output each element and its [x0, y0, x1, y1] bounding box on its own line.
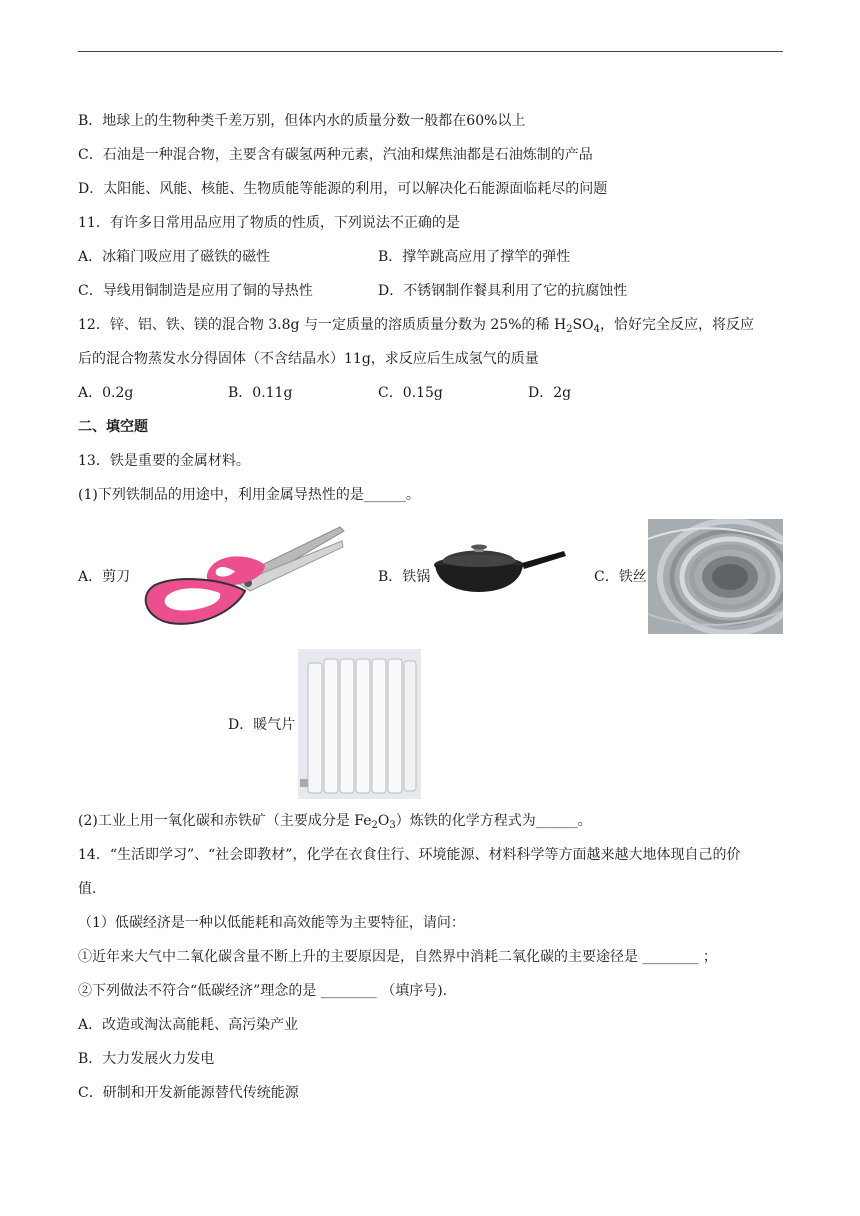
q13-option-b-label: B．铁锅	[378, 569, 431, 585]
q14-stem-line2: 值．	[78, 881, 106, 897]
q12-stem-line2: 后的混合物蒸发水分得固体（不含结晶水）11g，求反应后生成氢气的质量	[78, 351, 539, 367]
q11-option-b: B．撑竿跳高应用了撑竿的弹性	[378, 249, 571, 265]
radiator-image	[298, 649, 421, 799]
q12-option-d: D．2g	[528, 385, 572, 401]
q14-part1: （1）低碳经济是一种以低能耗和高效能等为主要特征，请问：	[78, 915, 465, 931]
q10-option-c: C．石油是一种混合物，主要含有碳氢两种元素，汽油和煤焦油都是石油炼制的产品	[78, 147, 593, 163]
q12-option-b: B．0.11g	[228, 385, 293, 401]
q14-option-b: B．大力发展火力发电	[78, 1051, 215, 1067]
q12-stem-line1: 12．锌、铝、铁、镁的混合物 3.8g 与一定质量的溶质质量分数为 25%的稀 $H_2SO_4$，恰好完全反应，将反应	[78, 317, 754, 335]
q13-stem: 13．铁是重要的金属材料。	[78, 453, 250, 469]
q12-option-a: A．0.2g	[78, 385, 134, 401]
q10-option-b: B．地球上的生物种类千差万别，但体内水的质量分数一般都在60%以上	[78, 113, 526, 129]
iron-wire-image	[648, 519, 783, 634]
q13-part2: (2)工业上用一氧化碳和赤铁矿（主要成分是 $Fe_2O_3$）炼铁的化学方程式为______。	[78, 813, 592, 831]
q14-sub2: ②下列做法不符合“低碳经济”理念的是 ________ （填序号).	[78, 983, 448, 999]
q13-option-d-label: D．暖气片	[228, 717, 296, 733]
q13-option-c-label: C．铁丝	[594, 569, 647, 585]
q12-option-c: C．0.15g	[378, 385, 443, 401]
q11-option-d: D．不锈钢制作餐具利用了它的抗腐蚀性	[378, 283, 628, 299]
section-heading: 二、填空题	[78, 419, 148, 435]
scissors-image	[140, 523, 345, 630]
q11-option-a: A．冰箱门吸应用了磁铁的磁性	[78, 249, 271, 265]
header-rule	[78, 51, 783, 52]
q14-option-c: C．研制和开发新能源替代传统能源	[78, 1085, 299, 1101]
q14-option-a: A．改造或淘汰高能耗、高污染产业	[78, 1017, 299, 1033]
wok-image	[434, 543, 568, 593]
q14-stem-line1: 14．“生活即学习”、“社会即教材”，化学在衣食住行、环境能源、材料科学等方面越来越大地体现自己的价	[78, 847, 741, 863]
q13-part1: (1)下列铁制品的用途中，利用金属导热性的是______。	[78, 487, 420, 503]
q11-stem: 11．有许多日常用品应用了物质的性质，下列说法不正确的是	[78, 215, 460, 231]
q14-sub1: ①近年来大气中二氧化碳含量不断上升的主要原因是，自然界中消耗二氧化碳的主要途径是 ________ ；	[78, 949, 717, 965]
q10-option-d: D．太阳能、风能、核能、生物质能等能源的利用，可以解决化石能源面临耗尽的问题	[78, 181, 608, 197]
q11-option-c: C．导线用铜制造是应用了铜的导热性	[78, 283, 313, 299]
q13-option-a-label: A．剪刀	[78, 569, 131, 585]
